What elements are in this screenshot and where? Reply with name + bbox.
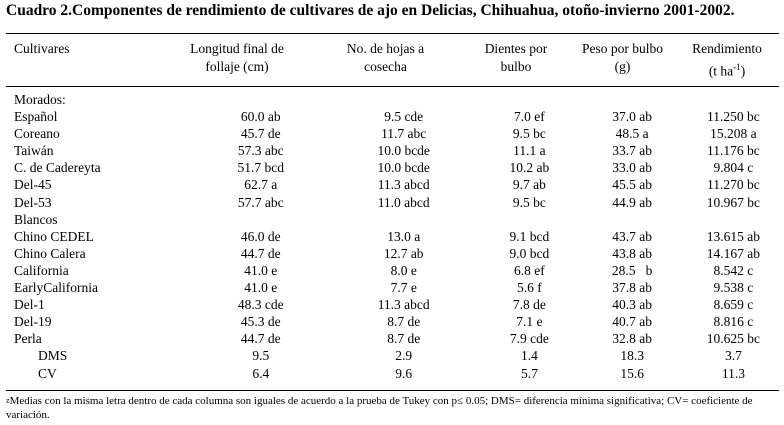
unit-exponent: -1 xyxy=(733,62,741,72)
table-cell: 9.5 xyxy=(252,348,270,364)
table-cell: 9.0 bcd xyxy=(509,245,550,261)
table-cell: 9.538 c xyxy=(713,280,754,296)
table-cell: 10.0 bcde xyxy=(377,143,430,159)
cultivar-name: Del-19 xyxy=(14,314,52,330)
table-cell: 9.7 ab xyxy=(512,177,546,193)
header-rule xyxy=(6,86,779,87)
table-cell: 57.3 abc xyxy=(237,143,284,159)
table-cell: 9.1 bcd xyxy=(509,228,550,244)
table-row xyxy=(6,245,784,262)
table-cell: 40.3 ab xyxy=(612,297,653,313)
table-cell: 8.542 c xyxy=(713,262,754,278)
section-label: Morados: xyxy=(14,92,66,107)
header-peso xyxy=(570,40,675,76)
table-cell: 48.5 a xyxy=(615,126,649,142)
header-longitud xyxy=(165,40,309,76)
header-line: follaje (cm) xyxy=(205,59,269,74)
table-cell: 8.816 c xyxy=(713,314,754,330)
table-cell: 18.3 xyxy=(620,348,644,364)
cultivar-name: Chino Calera xyxy=(14,245,86,261)
stat-label: CV xyxy=(38,365,57,381)
cultivar-name: C. de Cadereyta xyxy=(14,160,101,176)
table-cell: 3.7 xyxy=(724,348,742,364)
table-cell: 11.3 xyxy=(721,365,745,381)
table-cell: 32.8 ab xyxy=(612,331,653,347)
stat-label: DMS xyxy=(38,348,68,364)
bottom-rule xyxy=(6,390,779,391)
table-row xyxy=(6,279,784,296)
table-row xyxy=(6,262,784,279)
table-row xyxy=(6,125,784,142)
header-line: Cultivares xyxy=(14,41,70,56)
cultivar-name: Taiwán xyxy=(14,143,54,159)
table-cell: 8.7 de xyxy=(387,331,421,347)
table-row xyxy=(6,296,784,313)
section-row xyxy=(6,91,784,108)
header-line: No. de hojas a xyxy=(346,41,425,56)
footnote-marker: z xyxy=(6,396,10,405)
table-cell: 10.0 bcde xyxy=(377,160,430,176)
table-cell: 11.1 a xyxy=(513,143,546,159)
table-cell: 15.208 a xyxy=(710,126,757,142)
table-cell: 5.6 f xyxy=(517,280,542,296)
data-table xyxy=(6,91,784,382)
table-cell: 9.5 bc xyxy=(512,126,546,142)
table-cell: 10.967 bc xyxy=(706,194,761,210)
header-line: (g) xyxy=(614,59,631,74)
cultivar-name: Del-1 xyxy=(14,297,45,313)
table-cell: 44.9 ab xyxy=(612,194,653,210)
table-cell: 43.8 ab xyxy=(612,245,653,261)
table-body xyxy=(6,91,784,382)
table-cell: 7.1 e xyxy=(516,314,543,330)
header-cultivares xyxy=(14,40,144,58)
table-cell: 28.5 b xyxy=(611,262,653,278)
cultivar-name: Perla xyxy=(14,331,42,347)
table-cell: 6.8 ef xyxy=(514,262,545,278)
table-cell: 6.4 xyxy=(252,365,270,381)
table-cell: 11.7 abc xyxy=(381,126,427,142)
table-row xyxy=(6,313,784,330)
table-row xyxy=(6,330,784,347)
table-cell: 14.167 ab xyxy=(706,245,761,261)
table-cell: 15.6 xyxy=(620,365,644,381)
table-cell: 5.7 xyxy=(520,365,538,381)
table-cell: 10.625 bc xyxy=(706,331,761,347)
table-row xyxy=(6,228,784,245)
table-cell: 45.5 ab xyxy=(612,177,653,193)
header-line: Longitud final de xyxy=(190,41,284,56)
table-row xyxy=(6,176,784,193)
table-cell: 10.2 ab xyxy=(509,160,550,176)
table-cell: 60.0 ab xyxy=(240,109,281,125)
table-cell: 11.250 bc xyxy=(707,109,760,125)
table-cell: 44.7 de xyxy=(240,331,281,347)
table-cell: 37.0 ab xyxy=(612,109,653,125)
table-cell: 11.270 bc xyxy=(707,177,760,193)
table-cell: 9.6 xyxy=(395,365,413,381)
table-cell: 57.7 abc xyxy=(237,194,284,210)
table-cell: 9.804 c xyxy=(713,160,754,176)
stat-row xyxy=(6,365,784,382)
table-cell: 41.0 e xyxy=(244,280,278,296)
table-cell: 2.9 xyxy=(395,348,413,364)
table-cell: 7.9 cde xyxy=(509,331,549,347)
table-cell: 62.7 a xyxy=(244,177,278,193)
cultivar-name: Del-53 xyxy=(14,194,52,210)
top-rule xyxy=(6,33,779,34)
header-line: cosecha xyxy=(364,59,407,74)
table-cell: 1.4 xyxy=(520,348,538,364)
cultivar-name: Español xyxy=(14,109,58,125)
table-cell: 13.0 a xyxy=(387,228,421,244)
unit-text: (t ha xyxy=(708,63,734,79)
table-cell: 37.8 ab xyxy=(612,280,653,296)
header-dientes xyxy=(462,40,570,76)
table-cell: 44.7 de xyxy=(240,245,281,261)
table-cell: 12.7 ab xyxy=(383,245,424,261)
table-cell: 7.7 e xyxy=(390,280,417,296)
table-cell: 43.7 ab xyxy=(612,228,653,244)
section-label: Blancos xyxy=(14,211,58,227)
table-cell: 7.0 ef xyxy=(514,109,545,125)
table-cell: 11.3 abcd xyxy=(377,297,430,313)
table-cell: 33.7 ab xyxy=(612,143,653,159)
header-rendimiento xyxy=(675,40,779,81)
section-row xyxy=(6,211,784,228)
cultivar-name: Chino CEDEL xyxy=(14,228,94,244)
table-title: Cuadro 2.Componentes de rendimiento de cultivares de ajo en Delicias, Chihuahua, otoño-invierno 2001-2002. xyxy=(6,2,735,19)
header-line: Dientes por xyxy=(484,41,548,56)
header-line xyxy=(675,58,779,81)
table-cell: 45.7 de xyxy=(240,126,281,142)
header-line: Rendimiento xyxy=(692,41,762,56)
table-row xyxy=(6,142,784,159)
cultivar-name: Del-45 xyxy=(14,177,52,193)
table-cell: 51.7 bcd xyxy=(237,160,285,176)
table-cell: 45.3 de xyxy=(240,314,281,330)
table-cell: 40.7 ab xyxy=(612,314,653,330)
table-cell: 8.659 c xyxy=(713,297,754,313)
table-cell: 9.5 bc xyxy=(512,194,546,210)
table-cell: 33.0 ab xyxy=(612,160,653,176)
table-cell: 11.176 bc xyxy=(707,143,760,159)
cultivar-name: California xyxy=(14,262,69,278)
table-row xyxy=(6,108,784,125)
table-cell: 9.5 cde xyxy=(384,109,424,125)
cultivar-name: EarlyCalifornia xyxy=(14,280,98,296)
table-row xyxy=(6,194,784,211)
table-cell: 13.615 ab xyxy=(706,228,761,244)
stat-row xyxy=(6,347,784,364)
table-cell: 8.7 de xyxy=(387,314,421,330)
header-hojas xyxy=(309,40,462,76)
table-cell: 7.8 de xyxy=(512,297,546,313)
header-line: Peso por bulbo xyxy=(582,41,663,56)
table-cell: 11.3 abcd xyxy=(377,177,430,193)
table-cell: 48.3 cde xyxy=(237,297,284,313)
footnote-text: Medias con la misma letra dentro de cada columna son iguales de acuerdo a la prueba de Tukey con p≤ 0.05; DMS= diferencia mínima significativa; CV= coeficiente de variación. xyxy=(6,395,753,421)
footnote xyxy=(6,394,782,422)
table-cell: 8.0 e xyxy=(390,262,417,278)
unit-close: ) xyxy=(740,63,746,79)
table-cell: 46.0 de xyxy=(240,228,281,244)
table-row xyxy=(6,159,784,176)
header-line: bulbo xyxy=(500,59,532,74)
cultivar-name: Coreano xyxy=(14,126,60,142)
table-cell: 41.0 e xyxy=(244,262,278,278)
table-cell: 11.0 abcd xyxy=(377,194,430,210)
